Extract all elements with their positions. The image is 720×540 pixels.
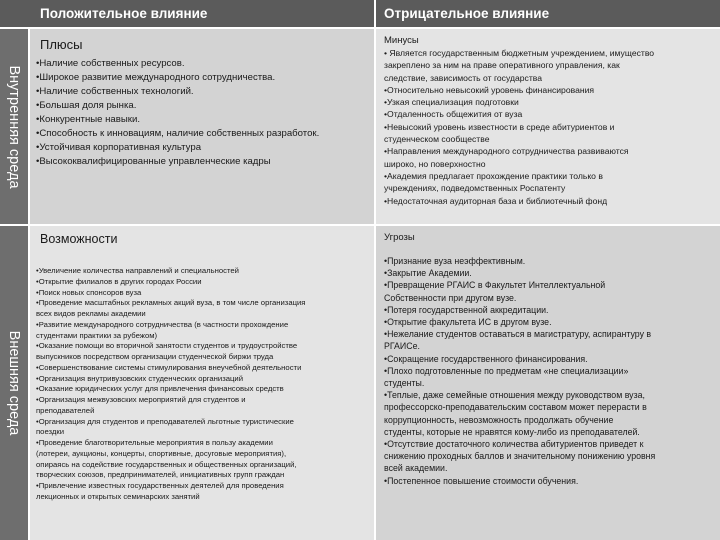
list-item: •Сокращение государственного финансирования. bbox=[384, 353, 588, 364]
list-item: •Поиск новых спонсоров вуза bbox=[36, 287, 142, 297]
weaknesses-list bbox=[384, 47, 717, 207]
list-item: •Потеря государственной аккредитации. bbox=[384, 304, 549, 315]
list-item: •Проведение масштабных рекламных акций вуза, в том числе организация всех видов рекламы академии bbox=[36, 298, 306, 318]
list-item: •Наличие собственных ресурсов. bbox=[36, 58, 185, 69]
list-item: •Направления международного сотрудничества развиваются широко, но поверхностно bbox=[384, 146, 629, 169]
list-item: •Отдаленность общежития от вуза bbox=[384, 109, 523, 120]
opportunities-title: Возможности bbox=[40, 232, 118, 246]
strengths-list bbox=[36, 57, 372, 169]
list-item: •Развитие международного сотрудничества (в частности прохождение студентами практики за рубежом) bbox=[36, 319, 289, 340]
list-item: •Открытие филиалов в других городах России bbox=[36, 276, 202, 286]
list-item: •Организация внутривузовских студенческих организаций bbox=[36, 373, 244, 383]
opportunities-list bbox=[36, 266, 371, 503]
strengths-cell bbox=[30, 29, 374, 224]
threats-cell bbox=[376, 226, 720, 540]
list-item: •Постепенное повышение стоимости обучения. bbox=[384, 475, 579, 486]
list-item: •Открытие факультета ИС в другом вузе. bbox=[384, 317, 552, 328]
list-item: •Превращение РГАИС в Факультет Интеллектуальной Собственности при другом вузе. bbox=[384, 280, 606, 303]
list-item: •Узкая специализация подготовки bbox=[384, 97, 519, 108]
list-item: •Совершенствование системы стимулирования внеучебной деятельности bbox=[36, 362, 302, 372]
list-item: •Недостаточная аудиторная база и библиотечный фонд bbox=[384, 195, 608, 206]
threats-title: Угрозы bbox=[384, 232, 415, 243]
list-item: •Организация межвузовских мероприятий для студентов и преподавателей bbox=[36, 395, 246, 415]
list-item: •Оказание помощи во вторичной занятости студентов и трудоустройстве выпускников посредством организации студенческой биржи труда bbox=[36, 341, 298, 361]
list-item: •Закрытие Академии. bbox=[384, 268, 472, 279]
list-item: •Академия предлагает прохождение практики только в учреждениях, подведомственных Роспатенту bbox=[384, 170, 603, 194]
header-negative: Отрицательное влияние bbox=[376, 0, 720, 27]
side-label-internal-text: Внутренняя среда bbox=[6, 64, 22, 189]
list-item: •Высококвалифицированные управленческие кадры bbox=[36, 156, 271, 167]
list-item: •Привлечение известных государственных деятелей для проведения лекционных и открытых семинарских занятий bbox=[36, 481, 284, 501]
side-label-internal bbox=[0, 29, 28, 224]
strengths-title: Плюсы bbox=[40, 37, 83, 52]
list-item: •Большая доля рынка. bbox=[36, 100, 137, 111]
list-item: • Является государственным бюджетным учреждением, имущество закреплено за ним на праве оперативного управления, как следствие, зависимость от государства bbox=[384, 48, 655, 83]
weaknesses-title: Минусы bbox=[384, 35, 419, 46]
list-item: •Плохо подготовленные по предметам «не специализации» студенты. bbox=[384, 365, 629, 389]
list-item: •Нежелание студентов оставаться в магистратуру, аспирантуру в РГАИСе. bbox=[384, 329, 652, 352]
list-item: •Относительно невысокий уровень финансирования bbox=[384, 84, 595, 95]
side-label-external-text: Внешняя среда bbox=[6, 330, 22, 436]
list-item: •Организация для студентов и преподавателей льготные туристические поездки bbox=[36, 416, 294, 437]
list-item: •Оказание юридических услуг для привлечения финансовых средств bbox=[36, 384, 284, 394]
list-item: •Способность к инновациям, наличие собственных разработок. bbox=[36, 128, 320, 139]
list-item: •Теплые, даже семейные отношения между руководством вуза, профессорско-преподавательским составом может перерасти в коррупционность, невозможность продолжать обучение студенты, которые не нравятся кому-либо из преподавателей. bbox=[384, 390, 647, 437]
side-label-external bbox=[0, 226, 28, 540]
list-item: •Наличие собственных технологий. bbox=[36, 86, 194, 97]
weaknesses-cell bbox=[376, 29, 720, 224]
list-item: •Невысокий уровень известности в среде абитуриентов и студенческом сообществе bbox=[384, 121, 615, 145]
opportunities-cell bbox=[30, 226, 374, 540]
list-item: •Устойчивая корпоративная культура bbox=[36, 142, 202, 153]
list-item: •Признание вуза неэффективным. bbox=[384, 256, 526, 266]
threats-list bbox=[384, 255, 717, 487]
list-item: •Отсутствие достаточного количества абитуриентов приведет к снижению проходных баллов и значительному понижению уровня всей академии. bbox=[384, 439, 656, 474]
list-item: •Широкое развитие международного сотрудничества. bbox=[36, 72, 276, 83]
list-item: •Проведение благотворительные мероприятия в пользу академии (лотереи, аукционы, концерты, спортивные, досуговые мероприятия), опираясь на содействие государственных и общественных организаций, творческих союзов, предпринимателей, инициативных групп граждан bbox=[36, 438, 297, 480]
list-item: •Конкурентные навыки. bbox=[36, 114, 140, 125]
list-item: •Увеличение количества направлений и специальностей bbox=[36, 266, 239, 275]
header-positive: Положительное влияние bbox=[0, 0, 374, 27]
